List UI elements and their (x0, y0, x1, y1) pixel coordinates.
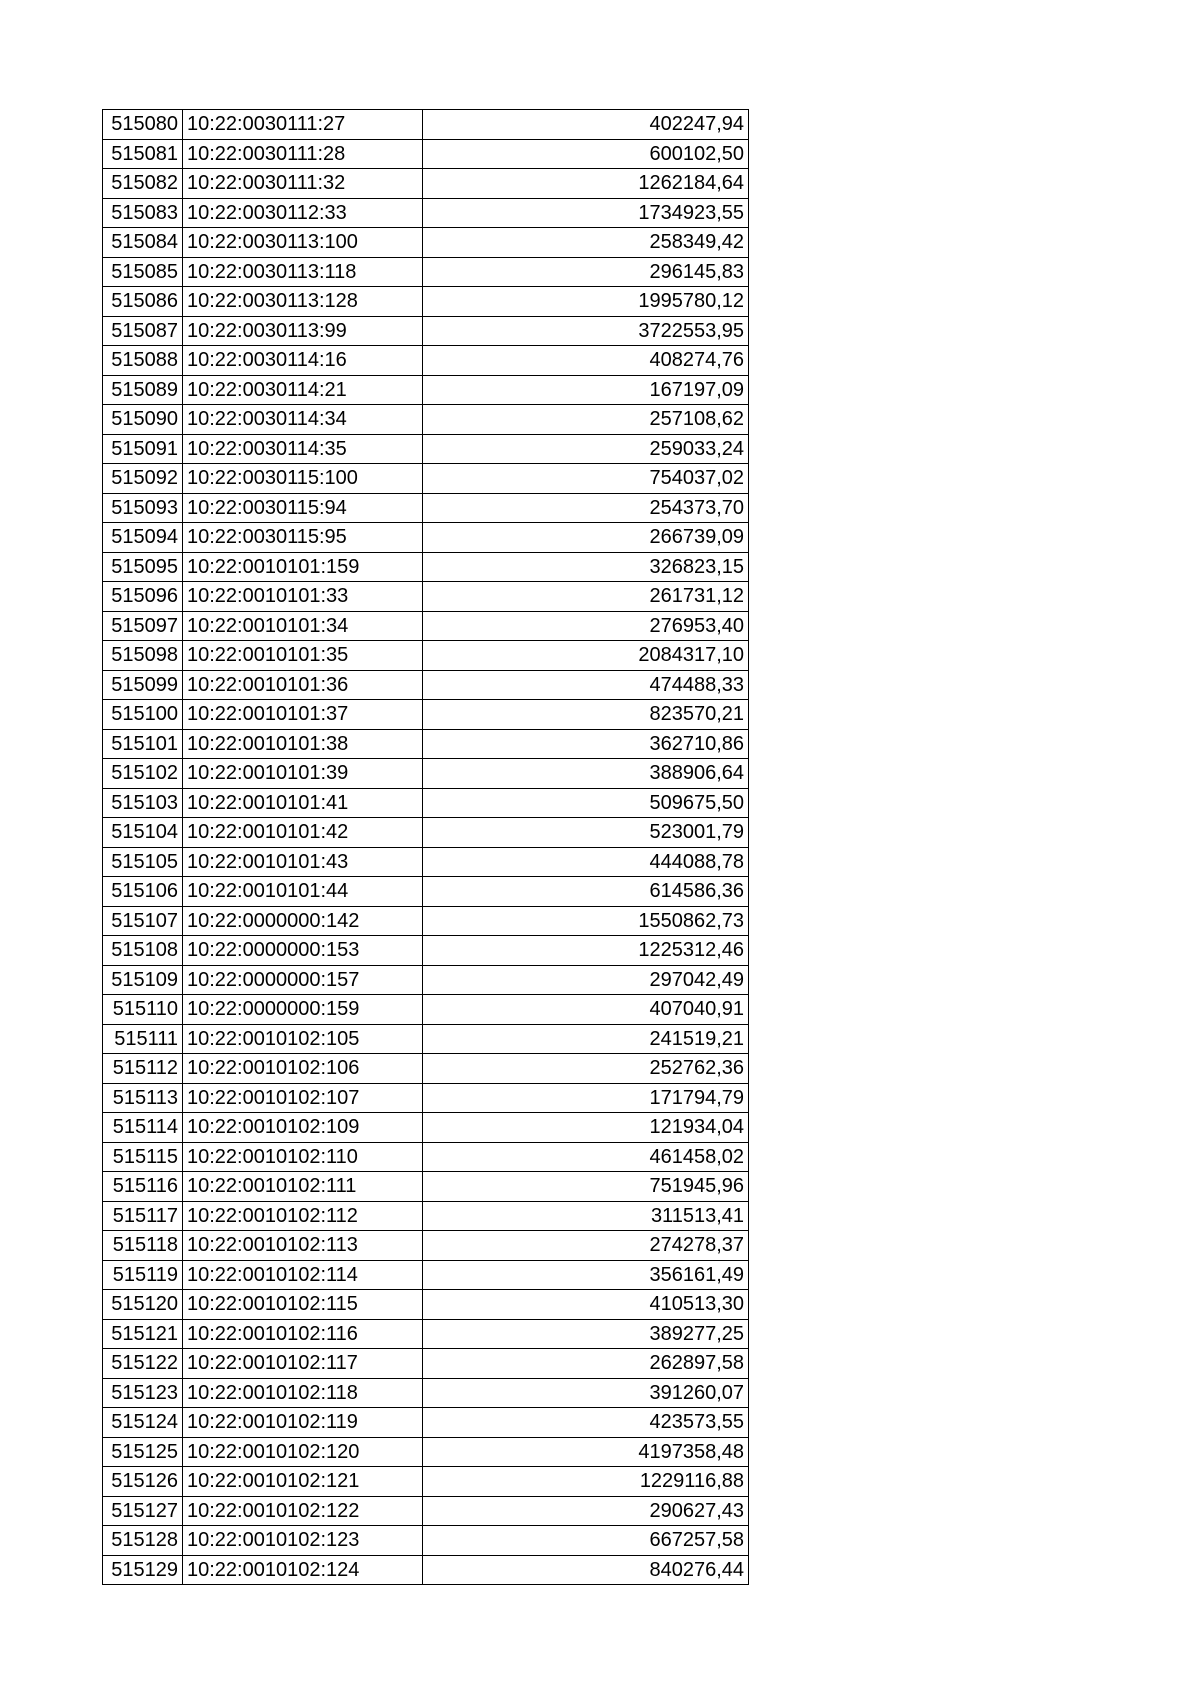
cadastral-number-cell: 10:22:0010102:115 (183, 1290, 423, 1320)
table-row (103, 1024, 749, 1054)
cadastral-number-cell: 10:22:0010102:120 (183, 1437, 423, 1467)
cadastral-number-cell: 10:22:0010102:106 (183, 1054, 423, 1084)
value-cell: 297042,49 (423, 965, 749, 995)
cadastral-number-cell: 10:22:0000000:153 (183, 936, 423, 966)
data-table (102, 109, 749, 1585)
value-cell: 262897,58 (423, 1349, 749, 1379)
table-row (103, 169, 749, 199)
cadastral-number-cell: 10:22:0010102:110 (183, 1142, 423, 1172)
value-cell: 326823,15 (423, 552, 749, 582)
table-row (103, 759, 749, 789)
table-row (103, 1231, 749, 1261)
record-id-cell: 515090 (103, 405, 183, 435)
cadastral-number-cell: 10:22:0010101:34 (183, 611, 423, 641)
value-cell: 4197358,48 (423, 1437, 749, 1467)
record-id-cell: 515084 (103, 228, 183, 258)
cadastral-number-cell: 10:22:0010102:114 (183, 1260, 423, 1290)
table-row (103, 1319, 749, 1349)
record-id-cell: 515110 (103, 995, 183, 1025)
value-cell: 402247,94 (423, 110, 749, 140)
value-cell: 667257,58 (423, 1526, 749, 1556)
table-row (103, 1290, 749, 1320)
cadastral-number-cell: 10:22:0030113:128 (183, 287, 423, 317)
table-row (103, 228, 749, 258)
table-row (103, 1172, 749, 1202)
value-cell: 1550862,73 (423, 906, 749, 936)
cadastral-number-cell: 10:22:0030115:95 (183, 523, 423, 553)
cadastral-number-cell: 10:22:0010101:39 (183, 759, 423, 789)
value-cell: 600102,50 (423, 139, 749, 169)
cadastral-number-cell: 10:22:0030111:32 (183, 169, 423, 199)
cadastral-number-cell: 10:22:0010101:35 (183, 641, 423, 671)
record-id-cell: 515102 (103, 759, 183, 789)
record-id-cell: 515106 (103, 877, 183, 907)
table-row (103, 1496, 749, 1526)
record-id-cell: 515105 (103, 847, 183, 877)
record-id-cell: 515109 (103, 965, 183, 995)
table-body (103, 110, 749, 1585)
cadastral-number-cell: 10:22:0030115:100 (183, 464, 423, 494)
cadastral-number-cell: 10:22:0010102:122 (183, 1496, 423, 1526)
table-row (103, 965, 749, 995)
record-id-cell: 515115 (103, 1142, 183, 1172)
table-row (103, 1201, 749, 1231)
table-row (103, 906, 749, 936)
table-row (103, 611, 749, 641)
record-id-cell: 515124 (103, 1408, 183, 1438)
table-row (103, 1467, 749, 1497)
cadastral-number-cell: 10:22:0010101:41 (183, 788, 423, 818)
value-cell: 1229116,88 (423, 1467, 749, 1497)
record-id-cell: 515086 (103, 287, 183, 317)
value-cell: 2084317,10 (423, 641, 749, 671)
value-cell: 167197,09 (423, 375, 749, 405)
table-row (103, 582, 749, 612)
record-id-cell: 515092 (103, 464, 183, 494)
table-row (103, 1142, 749, 1172)
cadastral-number-cell: 10:22:0030114:21 (183, 375, 423, 405)
table-row (103, 1408, 749, 1438)
cadastral-number-cell: 10:22:0000000:157 (183, 965, 423, 995)
value-cell: 259033,24 (423, 434, 749, 464)
value-cell: 258349,42 (423, 228, 749, 258)
value-cell: 1734923,55 (423, 198, 749, 228)
record-id-cell: 515116 (103, 1172, 183, 1202)
record-id-cell: 515093 (103, 493, 183, 523)
value-cell: 171794,79 (423, 1083, 749, 1113)
cadastral-number-cell: 10:22:0010102:109 (183, 1113, 423, 1143)
table-row (103, 1083, 749, 1113)
table-row (103, 1555, 749, 1585)
record-id-cell: 515122 (103, 1349, 183, 1379)
cadastral-number-cell: 10:22:0010102:119 (183, 1408, 423, 1438)
cadastral-number-cell: 10:22:0030113:100 (183, 228, 423, 258)
value-cell: 407040,91 (423, 995, 749, 1025)
record-id-cell: 515120 (103, 1290, 183, 1320)
value-cell: 751945,96 (423, 1172, 749, 1202)
table-row (103, 788, 749, 818)
value-cell: 840276,44 (423, 1555, 749, 1585)
cadastral-number-cell: 10:22:0030112:33 (183, 198, 423, 228)
record-id-cell: 515104 (103, 818, 183, 848)
value-cell: 388906,64 (423, 759, 749, 789)
value-cell: 3722553,95 (423, 316, 749, 346)
value-cell: 444088,78 (423, 847, 749, 877)
table-row (103, 434, 749, 464)
table-row (103, 729, 749, 759)
table-row (103, 700, 749, 730)
value-cell: 461458,02 (423, 1142, 749, 1172)
record-id-cell: 515083 (103, 198, 183, 228)
table-row (103, 670, 749, 700)
cadastral-number-cell: 10:22:0010102:117 (183, 1349, 423, 1379)
value-cell: 276953,40 (423, 611, 749, 641)
cadastral-number-cell: 10:22:0010102:121 (183, 1467, 423, 1497)
cadastral-number-cell: 10:22:0010102:105 (183, 1024, 423, 1054)
value-cell: 241519,21 (423, 1024, 749, 1054)
record-id-cell: 515082 (103, 169, 183, 199)
cadastral-number-cell: 10:22:0030113:118 (183, 257, 423, 287)
record-id-cell: 515099 (103, 670, 183, 700)
record-id-cell: 515117 (103, 1201, 183, 1231)
table-row (103, 464, 749, 494)
table-row (103, 995, 749, 1025)
value-cell: 296145,83 (423, 257, 749, 287)
cadastral-number-cell: 10:22:0010101:36 (183, 670, 423, 700)
cadastral-number-cell: 10:22:0010101:42 (183, 818, 423, 848)
record-id-cell: 515107 (103, 906, 183, 936)
table-row (103, 641, 749, 671)
value-cell: 311513,41 (423, 1201, 749, 1231)
cadastral-number-cell: 10:22:0000000:159 (183, 995, 423, 1025)
record-id-cell: 515089 (103, 375, 183, 405)
record-id-cell: 515100 (103, 700, 183, 730)
record-id-cell: 515125 (103, 1437, 183, 1467)
record-id-cell: 515118 (103, 1231, 183, 1261)
cadastral-number-cell: 10:22:0010101:159 (183, 552, 423, 582)
cadastral-number-cell: 10:22:0010101:43 (183, 847, 423, 877)
table-row (103, 257, 749, 287)
record-id-cell: 515087 (103, 316, 183, 346)
cadastral-number-cell: 10:22:0030114:34 (183, 405, 423, 435)
record-id-cell: 515111 (103, 1024, 183, 1054)
value-cell: 391260,07 (423, 1378, 749, 1408)
table-row (103, 139, 749, 169)
value-cell: 252762,36 (423, 1054, 749, 1084)
record-id-cell: 515096 (103, 582, 183, 612)
value-cell: 362710,86 (423, 729, 749, 759)
record-id-cell: 515098 (103, 641, 183, 671)
cadastral-number-cell: 10:22:0010101:38 (183, 729, 423, 759)
cadastral-number-cell: 10:22:0010102:124 (183, 1555, 423, 1585)
table-row (103, 1437, 749, 1467)
table-row (103, 818, 749, 848)
value-cell: 410513,30 (423, 1290, 749, 1320)
cadastral-number-cell: 10:22:0010101:33 (183, 582, 423, 612)
cadastral-number-cell: 10:22:0030111:27 (183, 110, 423, 140)
cadastral-number-cell: 10:22:0010102:107 (183, 1083, 423, 1113)
value-cell: 754037,02 (423, 464, 749, 494)
record-id-cell: 515108 (103, 936, 183, 966)
table-row (103, 1378, 749, 1408)
value-cell: 1262184,64 (423, 169, 749, 199)
value-cell: 356161,49 (423, 1260, 749, 1290)
record-id-cell: 515127 (103, 1496, 183, 1526)
table-row (103, 1526, 749, 1556)
value-cell: 121934,04 (423, 1113, 749, 1143)
cadastral-number-cell: 10:22:0030111:28 (183, 139, 423, 169)
value-cell: 266739,09 (423, 523, 749, 553)
value-cell: 509675,50 (423, 788, 749, 818)
record-id-cell: 515103 (103, 788, 183, 818)
table-row (103, 1349, 749, 1379)
record-id-cell: 515088 (103, 346, 183, 376)
value-cell: 474488,33 (423, 670, 749, 700)
cadastral-number-cell: 10:22:0010101:44 (183, 877, 423, 907)
cadastral-number-cell: 10:22:0000000:142 (183, 906, 423, 936)
value-cell: 523001,79 (423, 818, 749, 848)
value-cell: 423573,55 (423, 1408, 749, 1438)
table-row (103, 110, 749, 140)
record-id-cell: 515119 (103, 1260, 183, 1290)
record-id-cell: 515080 (103, 110, 183, 140)
record-id-cell: 515121 (103, 1319, 183, 1349)
table-row (103, 936, 749, 966)
table-row (103, 316, 749, 346)
value-cell: 274278,37 (423, 1231, 749, 1261)
record-id-cell: 515113 (103, 1083, 183, 1113)
table-row (103, 877, 749, 907)
value-cell: 614586,36 (423, 877, 749, 907)
value-cell: 1225312,46 (423, 936, 749, 966)
table-row (103, 493, 749, 523)
cadastral-number-cell: 10:22:0010102:112 (183, 1201, 423, 1231)
cadastral-number-cell: 10:22:0030113:99 (183, 316, 423, 346)
record-id-cell: 515081 (103, 139, 183, 169)
record-id-cell: 515094 (103, 523, 183, 553)
value-cell: 261731,12 (423, 582, 749, 612)
cadastral-number-cell: 10:22:0030115:94 (183, 493, 423, 523)
record-id-cell: 515114 (103, 1113, 183, 1143)
record-id-cell: 515095 (103, 552, 183, 582)
table-row (103, 1054, 749, 1084)
value-cell: 408274,76 (423, 346, 749, 376)
table-row (103, 523, 749, 553)
value-cell: 1995780,12 (423, 287, 749, 317)
table-row (103, 375, 749, 405)
value-cell: 257108,62 (423, 405, 749, 435)
table-row (103, 1113, 749, 1143)
record-id-cell: 515129 (103, 1555, 183, 1585)
value-cell: 823570,21 (423, 700, 749, 730)
cadastral-number-cell: 10:22:0010102:118 (183, 1378, 423, 1408)
value-cell: 254373,70 (423, 493, 749, 523)
cadastral-number-cell: 10:22:0010102:123 (183, 1526, 423, 1556)
record-id-cell: 515097 (103, 611, 183, 641)
table-row (103, 405, 749, 435)
cadastral-number-cell: 10:22:0030114:16 (183, 346, 423, 376)
record-id-cell: 515112 (103, 1054, 183, 1084)
table-row (103, 198, 749, 228)
value-cell: 290627,43 (423, 1496, 749, 1526)
record-id-cell: 515128 (103, 1526, 183, 1556)
record-id-cell: 515085 (103, 257, 183, 287)
table-row (103, 346, 749, 376)
table-row (103, 552, 749, 582)
cadastral-number-cell: 10:22:0030114:35 (183, 434, 423, 464)
cadastral-number-cell: 10:22:0010102:111 (183, 1172, 423, 1202)
cadastral-number-cell: 10:22:0010101:37 (183, 700, 423, 730)
record-id-cell: 515101 (103, 729, 183, 759)
table-row (103, 1260, 749, 1290)
cadastral-number-cell: 10:22:0010102:116 (183, 1319, 423, 1349)
record-id-cell: 515123 (103, 1378, 183, 1408)
value-cell: 389277,25 (423, 1319, 749, 1349)
table-row (103, 287, 749, 317)
record-id-cell: 515091 (103, 434, 183, 464)
cadastral-number-cell: 10:22:0010102:113 (183, 1231, 423, 1261)
record-id-cell: 515126 (103, 1467, 183, 1497)
table-row (103, 847, 749, 877)
